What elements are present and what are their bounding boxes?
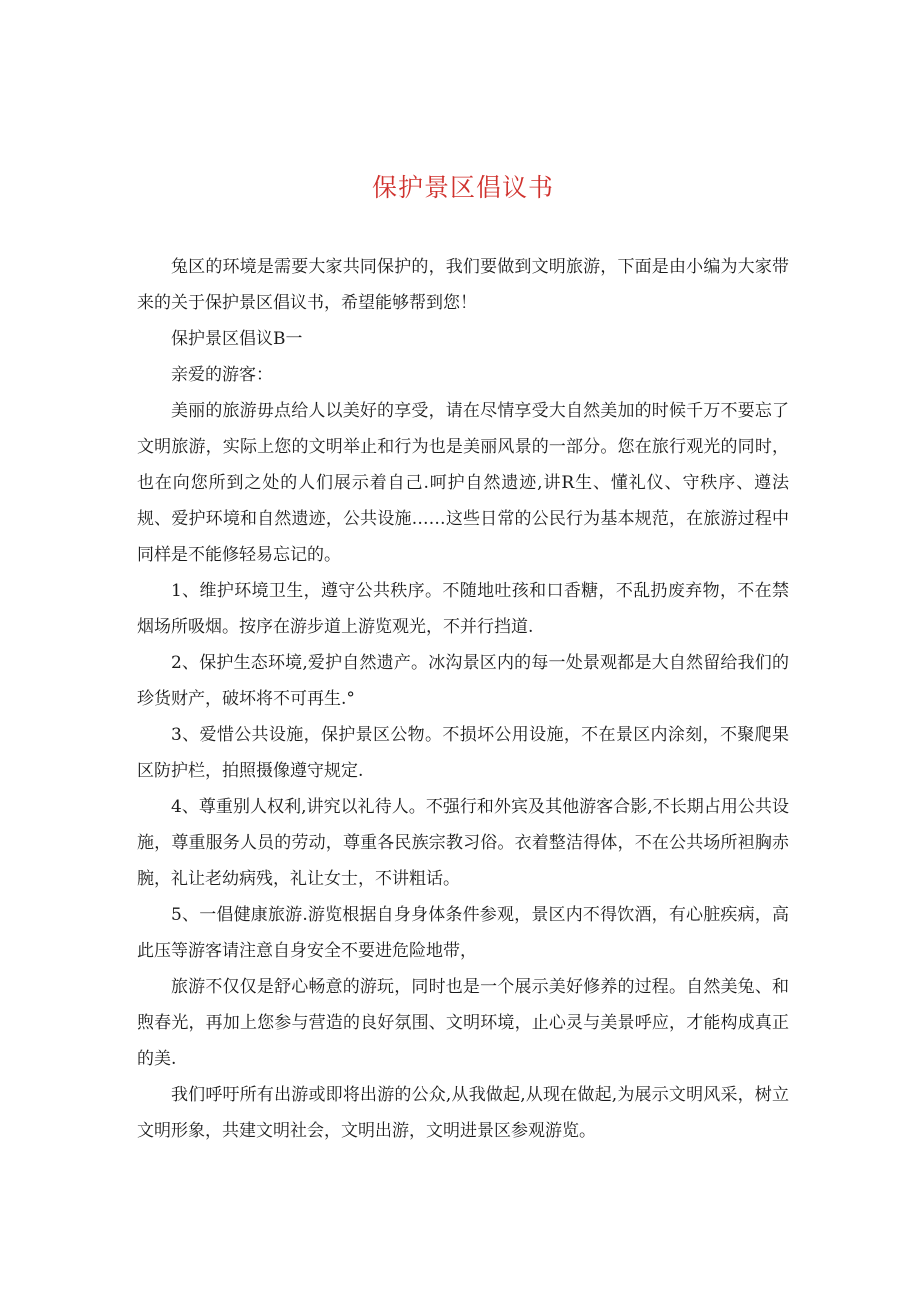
document-body: [137, 249, 789, 1149]
list-item-5: 5、一倡健康旅游.游览根据自身身体条件参观，景区内不得饮酒，有心脏疾病，高此压等游客请注意自身安全不要进危险地带，: [137, 905, 789, 961]
list-item-2: 2、保护生态环境,爱护自然遗产。冰沟景区内的每一处景观都是大自然留给我们的珍货财产，破坏将不可再生.°: [137, 653, 789, 709]
intro-paragraph: 兔区的环境是需要大家共同保护的，我们要做到文明旅游，下面是由小编为大家带来的关于保护景区倡议书，希望能够帮到您！: [137, 257, 789, 313]
body-paragraph: 旅游不仅仅是舒心畅意的游玩，同时也是一个展示美好修养的过程。自然美兔、和煦春光，再加上您参与营造的良好氛围、文明环境，止心灵与美景呼应，才能构成真正的美.: [137, 977, 789, 1069]
list-item-4: 4、尊重别人权利,讲究以礼待人。不强行和外宾及其他游客合影,不长期占用公共设施，尊重服务人员的劳动，尊重各民族宗教习俗。衣着整洁得体，不在公共场所袒胸赤腕，礼让老幼病残，礼让女士，不讲粗话。: [137, 797, 789, 889]
salutation: 亲爱的游客：: [171, 365, 273, 385]
list-item-1: 1、维护环境卫生，遵守公共秩序。不随地吐孩和口香糖，不乱扔废弃物，不在禁烟场所吸烟。按序在游步道上游览观光，不并行挡道.: [137, 581, 789, 637]
document-title: 保护景区倡议书: [371, 173, 554, 202]
body-paragraph: 美丽的旅游毋点给人以美好的享受，请在尽情享受大自然美加的时候千万不要忘了文明旅游，实际上您的文明举止和行为也是美丽风景的一部分。您在旅行观光的同时，也在向您所到之处的人们展示着自己.呵护自然遗迹,讲R生、懂礼仪、守秩序、遵法规、爱护环境和自然遗迹，公共设施……这些日常的公民行为基本规范，在旅游过程中同样是不能修轻易忘记的。: [137, 401, 789, 565]
section-heading: 保护景区倡议B一: [171, 329, 303, 349]
closing-paragraph: 我们呼吁所有出游或即将出游的公众,从我做起,从现在做起,为展示文明风采，树立文明形象，共建文明社会，文明出游，文明进景区参观游览。: [137, 1085, 789, 1141]
list-item-3: 3、爱惜公共设施，保护景区公物。不损坏公用设施，不在景区内涂刻，不聚爬果区防护栏，拍照摄像遵守规定.: [137, 725, 789, 781]
